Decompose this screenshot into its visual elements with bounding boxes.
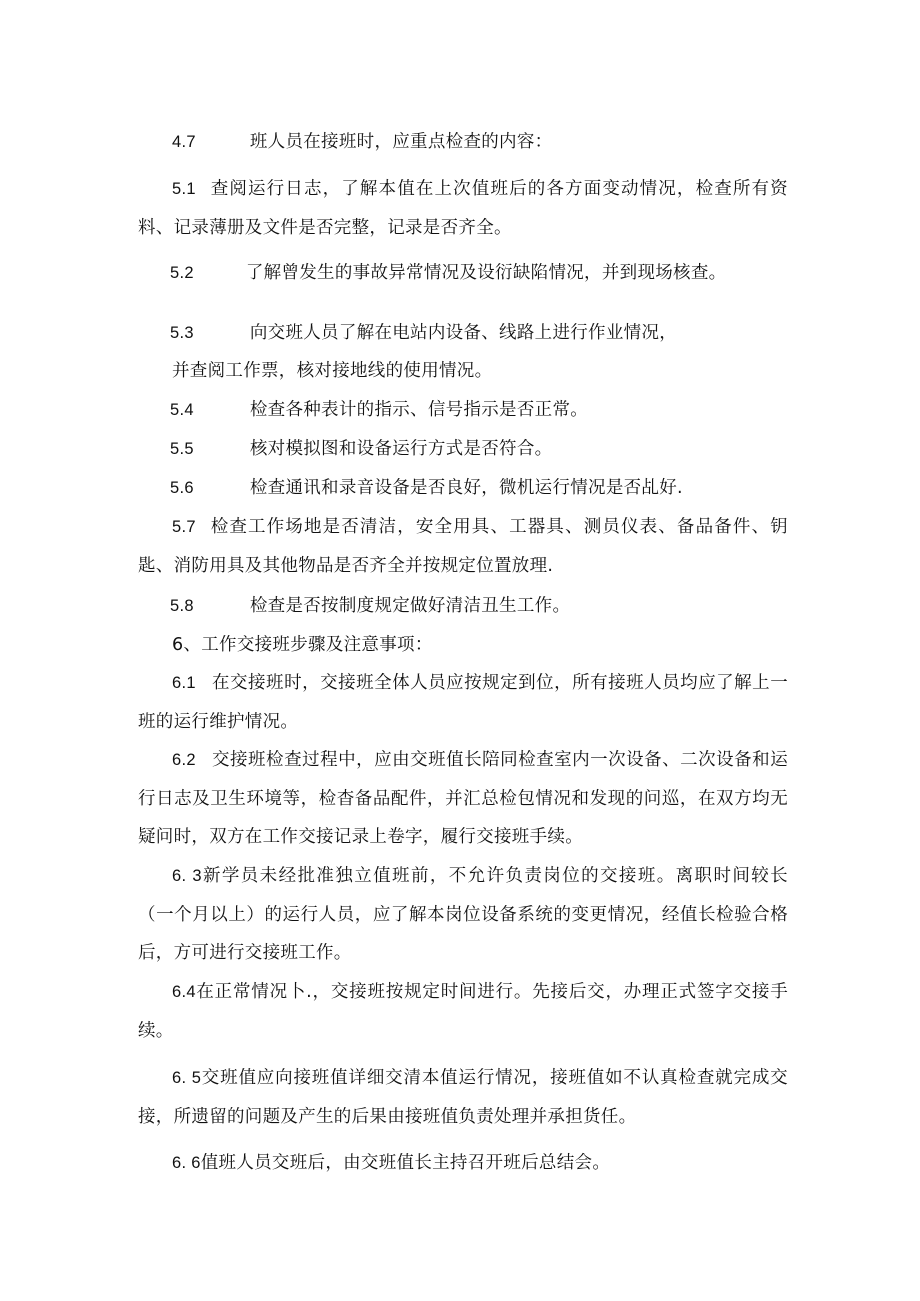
paragraph-5-7 (138, 508, 788, 585)
paragraph-text: 在交接班时，交接班全体人员应按规定到位，所有接班人员均应了解上一班的运行维护情况。 (138, 673, 788, 732)
paragraph-text: 在正常情况卜.，交接班按规定时间进行。先接后交，办理正式签字交接手续。 (138, 982, 788, 1041)
section-heading-text: 6、工作交接班步骤及注意事项： (172, 635, 433, 655)
paragraph-number: 5.8 (170, 597, 194, 615)
paragraph-number: 6.4 (172, 983, 196, 1001)
paragraph-text: 向交班人员了解在电站内设备、线路上进行作业情况， (249, 323, 678, 343)
paragraph-text: 检查工作场地是否清洁，安全用具、工器具、测员仪表、备品备件、钥匙、消防用具及其他物品是否齐全并按规定位置放理. (138, 517, 788, 576)
paragraph-number: 6.1 (172, 674, 196, 692)
paragraph-text: 值班人员交班后，由交班值长主持召开班后总结会。 (200, 1153, 611, 1173)
paragraph-number: 4.7 (172, 133, 196, 151)
paragraph-text: 检查是否按制度规定做好清洁丑生工作。 (249, 596, 571, 616)
paragraph-number: 6. 3 (172, 867, 202, 885)
paragraph-number: 5.2 (170, 264, 194, 282)
paragraph-number: 5.6 (170, 479, 194, 497)
paragraph-text: 查阅运行日志，了解本值在上次值班后的各方面变动情况，检查所有资料、记录薄册及文件是否完整，记录是否齐全。 (138, 179, 788, 238)
paragraph-6-4 (138, 973, 788, 1050)
paragraph-6-1 (138, 664, 788, 741)
paragraph-4-7 (172, 130, 552, 154)
paragraph-number: 6. 5 (172, 1069, 202, 1087)
paragraph-number: 6.2 (172, 751, 196, 769)
paragraph-text: 班人员在接班时，应重点检查的内容： (249, 132, 553, 152)
paragraph-text: 了解曾发生的事故异常情况及设衍缺陷情况，并到现场核查。 (245, 263, 727, 283)
paragraph-text: 检查各种表计的指示、信号指示是否正常。 (249, 400, 589, 420)
paragraph-5-1 (138, 170, 788, 247)
paragraph-number: 5.3 (170, 324, 194, 342)
paragraph-text: 交班值应向接班值详细交清本值运行情况，接班值如不认真检查就完成交接，所遗留的问题及产生的后果由接班值负责处理并承担货任。 (138, 1068, 788, 1127)
paragraph-text: 并查阅工作票，核对接地线的使用情况。 (172, 361, 493, 381)
paragraph-text: 新学员未经批准独立值班前，不允许负责岗位的交接班。离职时间较长（一个月以上）的运行人员，应了解本岗位设备系统的变更情况，经值长检验合格后，方可进行交接班工作。 (138, 866, 788, 963)
paragraph-6-3 (138, 857, 788, 973)
paragraph-number: 5.7 (172, 518, 196, 536)
paragraph-6-6 (172, 1151, 610, 1175)
paragraph-6-5 (138, 1059, 788, 1136)
paragraph-5-3-continuation (172, 359, 492, 383)
section-heading-6 (172, 633, 433, 657)
paragraph-number: 6. 6 (172, 1154, 201, 1172)
paragraph-number: 5.1 (172, 180, 196, 198)
paragraph-5-6 (170, 476, 683, 500)
paragraph-5-4 (170, 398, 588, 422)
paragraph-number: 5.5 (170, 440, 194, 458)
paragraph-5-8 (170, 594, 570, 618)
paragraph-text: 交接班检查过程中，应由交班值长陪同检查室内一次设备、二次设备和运行日志及卫生环境等，检杳备品配件，并汇总检包情况和发现的问巡，在双方均无疑问时，双方在工作交接记录上卷字，履行交接班手续。 (138, 750, 788, 847)
paragraph-5-5 (170, 437, 552, 461)
paragraph-6-2 (138, 741, 788, 857)
paragraph-text: 检查通讯和录音设备是否良好，微机运行情况是否乩好. (249, 478, 683, 498)
paragraph-5-3 (170, 321, 677, 345)
paragraph-5-2 (170, 261, 726, 285)
paragraph-text: 核对模拟图和设备运行方式是否符合。 (249, 439, 553, 459)
paragraph-number: 5.4 (170, 401, 194, 419)
